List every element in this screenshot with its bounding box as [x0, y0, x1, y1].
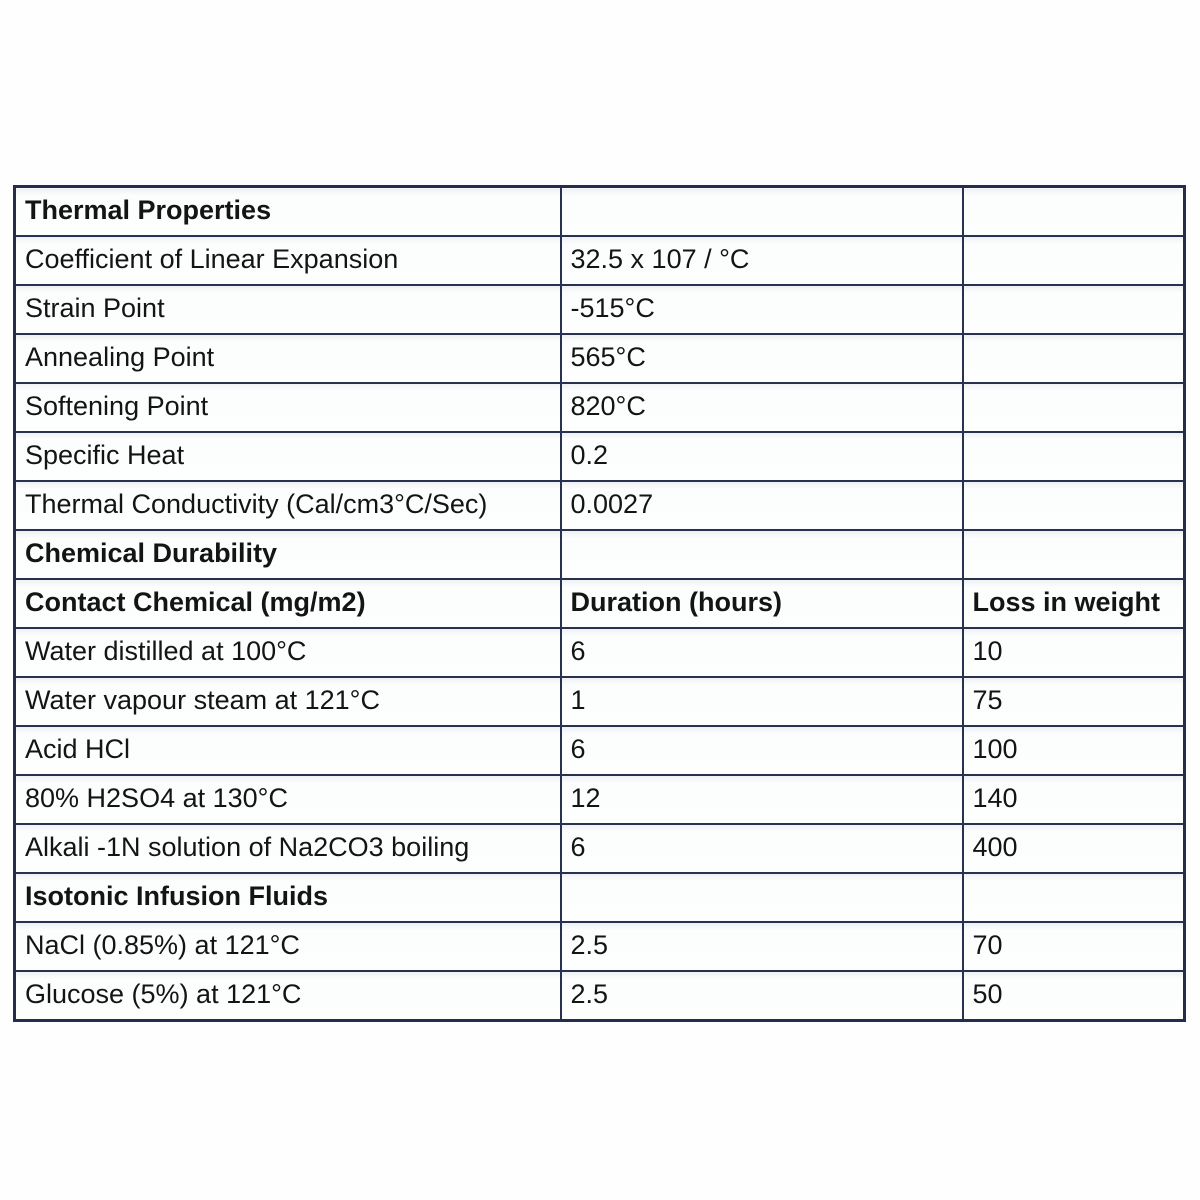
section-title: Chemical Durability [15, 530, 561, 579]
loss-value: 140 [963, 775, 1185, 824]
table-row [15, 677, 1185, 726]
property-label: Thermal Conductivity (Cal/cm3°C/Sec) [15, 481, 561, 530]
property-value: 32.5 x 107 / °C [561, 236, 963, 285]
table-row [15, 726, 1185, 775]
duration-value: 6 [561, 824, 963, 873]
property-value: -515°C [561, 285, 963, 334]
table-row [15, 285, 1185, 334]
table-cell [963, 873, 1185, 922]
table-row [15, 383, 1185, 432]
property-value: 0.2 [561, 432, 963, 481]
table-row [15, 824, 1185, 873]
chemical-label: Water vapour steam at 121°C [15, 677, 561, 726]
table-cell [561, 873, 963, 922]
loss-value: 75 [963, 677, 1185, 726]
duration-value: 12 [561, 775, 963, 824]
duration-value: 2.5 [561, 922, 963, 971]
table-cell [561, 187, 963, 237]
table-cell [963, 383, 1185, 432]
chemical-label: Glucose (5%) at 121°C [15, 971, 561, 1021]
duration-value: 1 [561, 677, 963, 726]
loss-value: 10 [963, 628, 1185, 677]
table-row [15, 775, 1185, 824]
chemical-label: Acid HCl [15, 726, 561, 775]
property-label: Annealing Point [15, 334, 561, 383]
table-row [15, 971, 1185, 1021]
property-label: Coefficient of Linear Expansion [15, 236, 561, 285]
table-row [15, 432, 1185, 481]
property-value: 565°C [561, 334, 963, 383]
table-cell [963, 285, 1185, 334]
chemical-label: NaCl (0.85%) at 121°C [15, 922, 561, 971]
section-title: Isotonic Infusion Fluids [15, 873, 561, 922]
column-header: Contact Chemical (mg/m2) [15, 579, 561, 628]
property-value: 0.0027 [561, 481, 963, 530]
table-cell [561, 530, 963, 579]
table-row [15, 628, 1185, 677]
properties-table [13, 185, 1186, 1022]
table-row [15, 236, 1185, 285]
property-value: 820°C [561, 383, 963, 432]
table-cell [963, 432, 1185, 481]
property-label: Softening Point [15, 383, 561, 432]
table-row [15, 334, 1185, 383]
column-header: Duration (hours) [561, 579, 963, 628]
loss-value: 70 [963, 922, 1185, 971]
properties-table-container [13, 185, 1183, 1022]
chemical-label: Water distilled at 100°C [15, 628, 561, 677]
table-row [15, 922, 1185, 971]
duration-value: 2.5 [561, 971, 963, 1021]
section-title: Thermal Properties [15, 187, 561, 237]
table-row [15, 481, 1185, 530]
table-header-row [15, 579, 1185, 628]
chemical-label: 80% H2SO4 at 130°C [15, 775, 561, 824]
chemical-label: Alkali -1N solution of Na2CO3 boiling [15, 824, 561, 873]
property-label: Strain Point [15, 285, 561, 334]
table-cell [963, 530, 1185, 579]
duration-value: 6 [561, 726, 963, 775]
column-header: Loss in weight [963, 579, 1185, 628]
table-cell [963, 236, 1185, 285]
table-cell [963, 187, 1185, 237]
section-row-isotonic-infusion-fluids [15, 873, 1185, 922]
loss-value: 400 [963, 824, 1185, 873]
section-row-thermal-properties [15, 187, 1185, 237]
property-label: Specific Heat [15, 432, 561, 481]
table-cell [963, 481, 1185, 530]
loss-value: 50 [963, 971, 1185, 1021]
loss-value: 100 [963, 726, 1185, 775]
table-cell [963, 334, 1185, 383]
duration-value: 6 [561, 628, 963, 677]
section-row-chemical-durability [15, 530, 1185, 579]
